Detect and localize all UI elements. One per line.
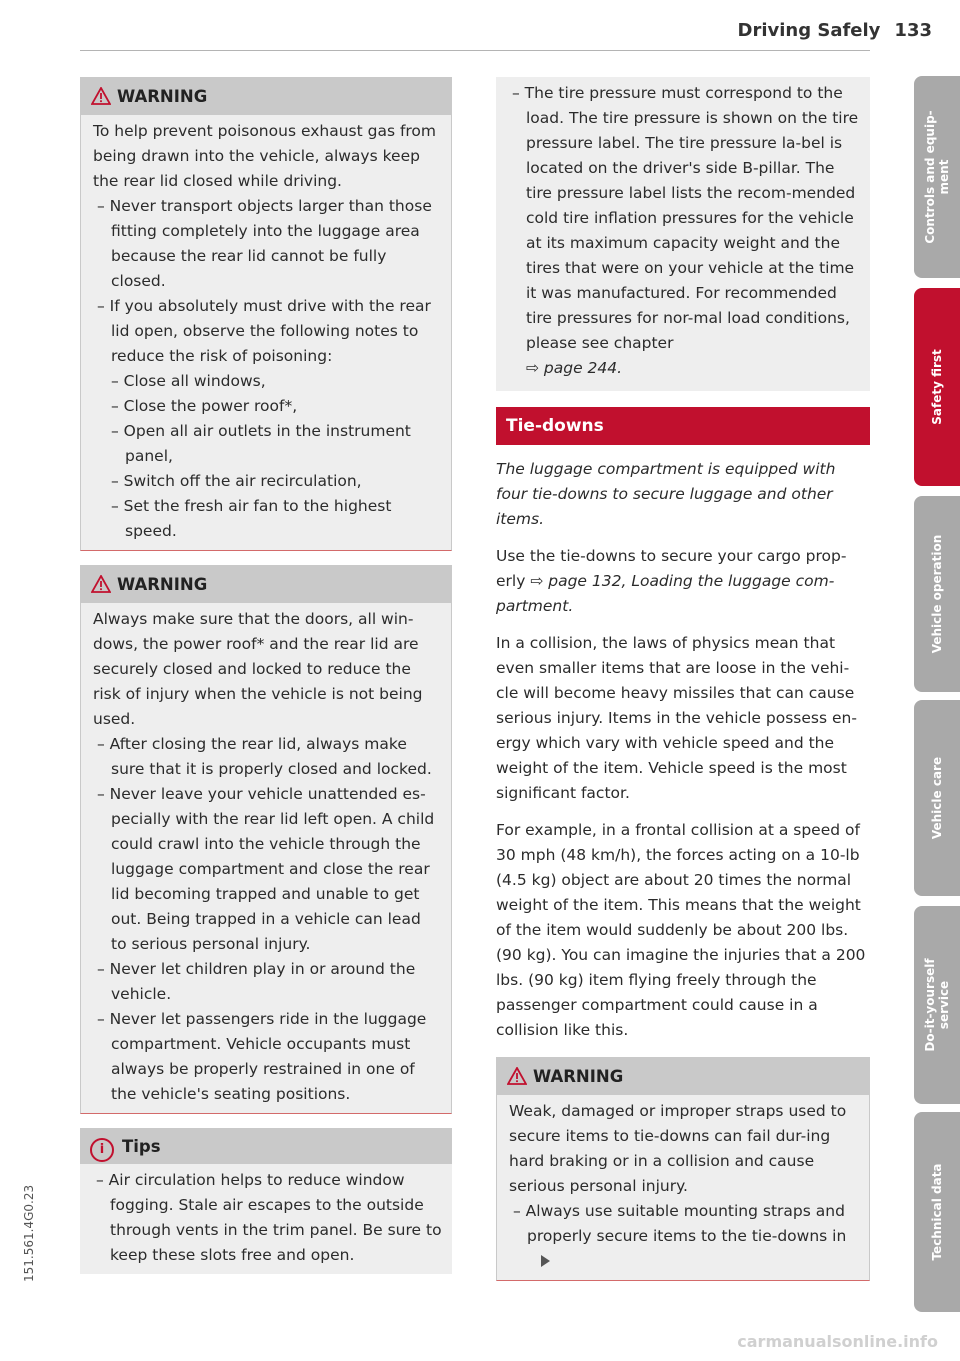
tab-vehicle-operation[interactable] [914, 496, 960, 692]
tab-do-it-yourself-service[interactable] [914, 906, 960, 1104]
warning-title: WARNING [117, 87, 208, 106]
tips-box [80, 1128, 452, 1274]
continued-arrow-icon [541, 1255, 550, 1267]
tab-label: Technical data [930, 1163, 944, 1261]
warning-intro: To help prevent poisonous exhaust gas from being drawn into the vehicle, always keep the rear lid closed while driving. [93, 122, 437, 190]
paragraph: For example, in a frontal collision at a speed of 30 mph (48 km/h), the forces acting on a 10-lb (4.5 kg) object are about 20 times the normal weight of the item. This means that the weight of the item would suddenly be about 200 lbs. (90 kg). You can imagine the injuries that a 200 lbs. (90 kg) item flying freely through the passenger compartment could cause in a collision like this. [496, 821, 866, 1039]
tab-vehicle-care[interactable] [914, 700, 960, 896]
warning-triangle-icon [507, 1067, 527, 1093]
page-reference-link[interactable]: ⇨ page 244. [526, 359, 623, 377]
tips-title: Tips [122, 1137, 161, 1156]
tab-label: Vehicle care [930, 756, 944, 840]
list-item: – Never let passengers ride in the luggage compartment. Vehicle occupants must always be properly restrained in one of the vehicle's seating positions. [97, 1010, 427, 1103]
sub-list-item: – Set the fresh air fan to the highest speed. [111, 497, 392, 540]
tire-pressure-body [496, 77, 870, 391]
warning-intro: Always make sure that the doors, all win-dows, the power roof* and the rear lid are securely closed and locked to reduce the risk of injury when the vehicle is not being used. [93, 610, 423, 728]
left-column [80, 77, 452, 1274]
tips-body [80, 1164, 452, 1274]
tab-controls-and-equipment[interactable] [914, 76, 960, 278]
tab-label: Do-it-yourself service [923, 958, 951, 1052]
sub-list-item: – Open all air outlets in the instrument panel, [111, 422, 411, 465]
paragraph [496, 544, 870, 619]
warning-box-closed-doors [80, 565, 452, 1114]
tips-header [80, 1128, 452, 1164]
list-item: – After closing the rear lid, always make sure that it is properly closed and locked. [97, 735, 432, 778]
paragraph-text: Use the tie-downs to secure your cargo prop-erly [496, 547, 847, 590]
tire-pressure-text: – The tire pressure must correspond to the load. The tire pressure is shown on the tire pressure label. The tire pressure la-bel is located on the driver's side B-pillar. The tire pressure label lists the recom-mended cold tire inflation pressures for the vehicle at its maximum capacity weight and the tires that were on your vehicle at the time it was manufactured. For recommended tire pressures for nor-mal load conditions, please see chapter [512, 84, 859, 352]
warning-body [81, 115, 451, 550]
list-item: – Never transport objects larger than those fitting completely into the luggage area because the rear lid cannot be fully closed. [97, 197, 432, 290]
list-item [508, 81, 860, 381]
list-item [509, 1199, 859, 1274]
paragraph: In a collision, the laws of physics mean that even smaller items that are loose in the vehi-cle will become heavy missiles that can cause serious injury. Items in the vehicle possess en-ergy which vary with vehicle speed and the weight of the item. Vehicle speed is the most significant factor. [496, 634, 857, 802]
warning-triangle-icon [91, 87, 111, 113]
warning-body [497, 1095, 869, 1280]
tab-technical-data[interactable] [914, 1112, 960, 1312]
warning-title: WARNING [533, 1067, 624, 1086]
page-reference-link[interactable]: ⇨ page 132, Loading the luggage com-partment. [496, 572, 835, 615]
warning-intro: Weak, damaged or improper straps used to secure items to tie-downs can fail dur-ing hard braking or in a collision and cause serious personal injury. [509, 1102, 847, 1195]
tab-label: Controls and equip- ment [923, 110, 951, 244]
watermark: carmanualsonline.info [737, 1332, 938, 1351]
right-column [496, 77, 870, 1281]
list-item: – Air circulation helps to reduce window fogging. Stale air escapes to the outside through vents in the trim panel. Be sure to keep these slots free and open. [96, 1171, 442, 1264]
list-item: – Never leave your vehicle unattended es-pecially with the rear lid left open. A child could crawl into the vehicle through the luggage compartment and close the rear lid becoming trapped and unable to get out. Being trapped in a vehicle can lead to serious personal injury. [97, 785, 435, 953]
warning-box-exhaust [80, 77, 452, 551]
sub-list-item: – Close all windows, [111, 372, 266, 390]
header-section-title: Driving Safely [737, 20, 881, 41]
page-number: 133 [894, 20, 932, 41]
sub-list-item: – Switch off the air recirculation, [111, 472, 362, 490]
tire-pressure-box [496, 77, 870, 391]
warning-body [81, 603, 451, 1113]
document-code: 151.561.4G0.23 [22, 1184, 36, 1282]
section-intro: The luggage compartment is equipped with four tie-downs to secure luggage and other items. [496, 460, 836, 528]
warning-title: WARNING [117, 575, 208, 594]
tab-label: Vehicle operation [930, 534, 944, 654]
tab-label: Safety first [930, 349, 944, 425]
header-rule [80, 50, 870, 51]
warning-header [497, 1058, 869, 1095]
list-item-text: – Always use suitable mounting straps and properly secure items to the tie-downs in [513, 1202, 847, 1245]
sub-list-item: – Close the power roof*, [111, 397, 298, 415]
list-item: – If you absolutely must drive with the rear lid open, observe the following notes to reduce the risk of poisoning: [97, 297, 431, 365]
tab-safety-first[interactable] [914, 288, 960, 486]
info-icon: i [90, 1138, 114, 1162]
warning-header [81, 78, 451, 115]
list-item: – Never let children play in or around the vehicle. [97, 960, 416, 1003]
warning-box-straps [496, 1057, 870, 1281]
section-title-tie-downs: Tie-downs [496, 407, 870, 445]
warning-triangle-icon [91, 575, 111, 601]
warning-header [81, 566, 451, 603]
running-header [738, 20, 933, 41]
